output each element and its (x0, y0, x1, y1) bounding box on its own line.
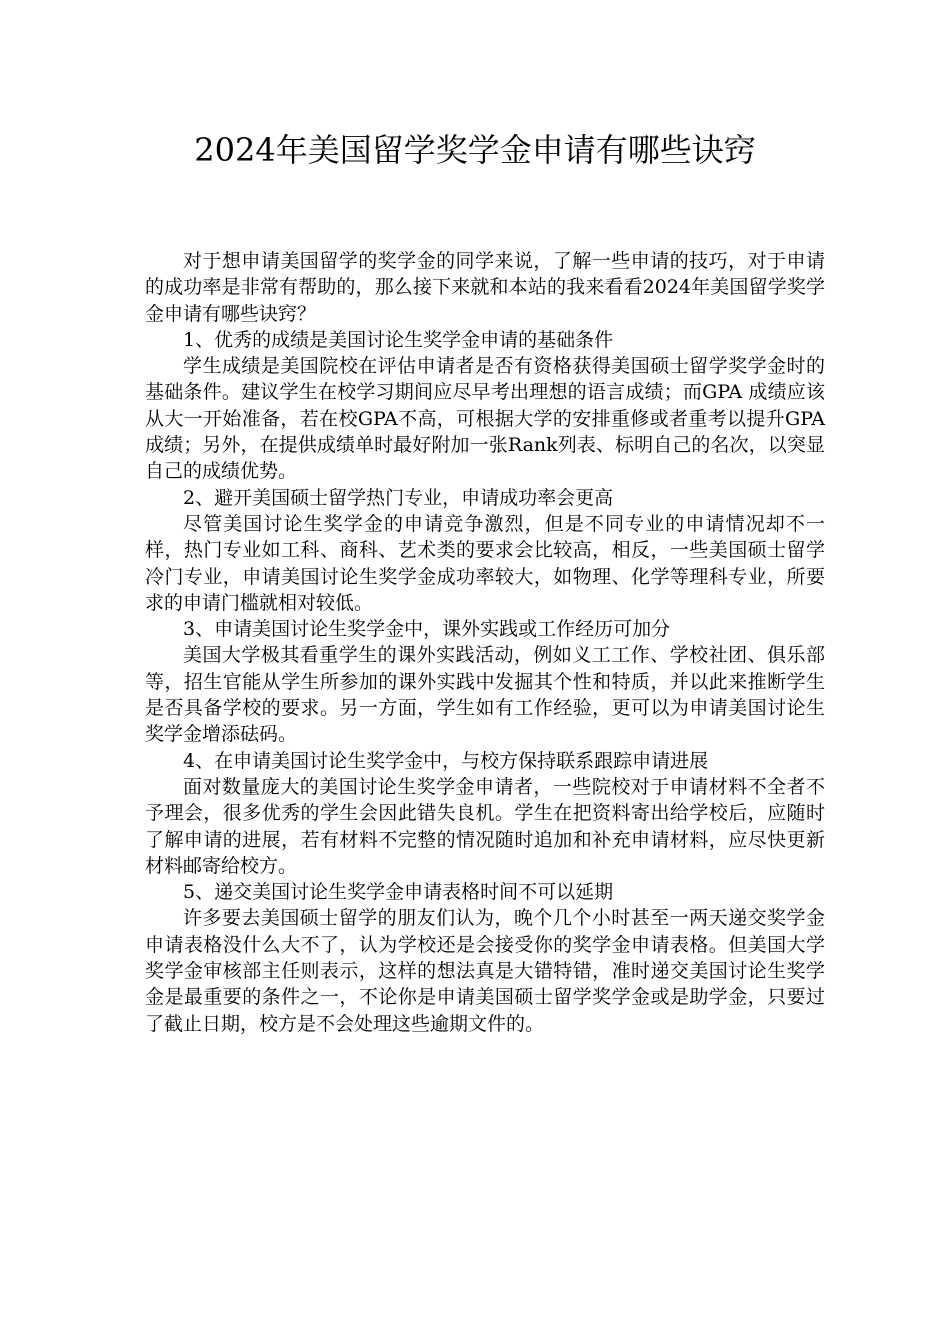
section-heading-4: 4、在申请美国讨论生奖学金中，与校方保持联系跟踪申请进展 (183, 749, 709, 772)
section-paragraph-4: 面对数量庞大的美国讨论生奖学金申请者，一些院校对于申请材料不全者不予理会，很多优秀的学生会因此错失良机。学生在把资料寄出给学校后，应随时了解申请的进展，若有材料不完整的情况随时追加和补充申请材料，应尽快更新材料邮寄给校方。 (145, 775, 825, 877)
section-paragraph-2: 尽管美国讨论生奖学金的申请竞争激烈，但是不同专业的申请情况却不一样，热门专业如工科、商科、艺术类的要求会比较高，相反，一些美国硕士留学冷门专业，申请美国讨论生奖学金成功率较大，如物理、化学等理科专业，所要求的申请门槛就相对较低。 (145, 512, 825, 614)
document-title: 2024年美国留学奖学金申请有哪些诀窍 (194, 131, 756, 169)
section-heading-5: 5、递交美国讨论生奖学金申请表格时间不可以延期 (183, 881, 614, 904)
document-body (145, 248, 825, 1037)
intro-paragraph: 对于想申请美国留学的奖学金的同学来说，了解一些申请的技巧，对于申请的成功率是非常有帮助的，那么接下来就和本站的我来看看2024年美国留学奖学金申请有哪些诀窍？ (145, 250, 825, 325)
section-paragraph-5: 许多要去美国硕士留学的朋友们认为，晚个几个小时甚至一两天递交奖学金申请表格没什么大不了，认为学校还是会接受你的奖学金申请表格。但美国大学奖学金审核部主任则表示，这样的想法真是大错特错，准时递交美国讨论生奖学金是最重要的条件之一，不论你是申请美国硕士留学奖学金或是助学金，只要过了截止日期，校方是不会处理这些逾期文件的。 (145, 907, 825, 1035)
section-paragraph-1: 学生成绩是美国院校在评估申请者是否有资格获得美国硕士留学奖学金时的基础条件。建议学生在校学习期间应尽早考出理想的语言成绩；而GPA 成绩应该从大一开始准备，若在校GPA不高，可根据大学的安排重修或者重考以提升GPA成绩；另外，在提供成绩单时最好附加一张Rank列表、标明自己的名次，以突显自己的成绩优势。 (145, 355, 825, 483)
section-heading-1: 1、优秀的成绩是美国讨论生奖学金申请的基础条件 (183, 328, 614, 351)
section-heading-3: 3、申请美国讨论生奖学金中，课外实践或工作经历可加分 (183, 618, 671, 641)
section-heading-2: 2、避开美国硕士留学热门专业，申请成功率会更高 (183, 486, 614, 509)
section-paragraph-3: 美国大学极其看重学生的课外实践活动，例如义工工作、学校社团、俱乐部等，招生官能从学生所参加的课外实践中发掘其个性和特质，并以此来推断学生是否具备学校的要求。另一方面，学生如有工作经验，更可以为申请美国讨论生奖学金增添砝码。 (145, 644, 825, 746)
